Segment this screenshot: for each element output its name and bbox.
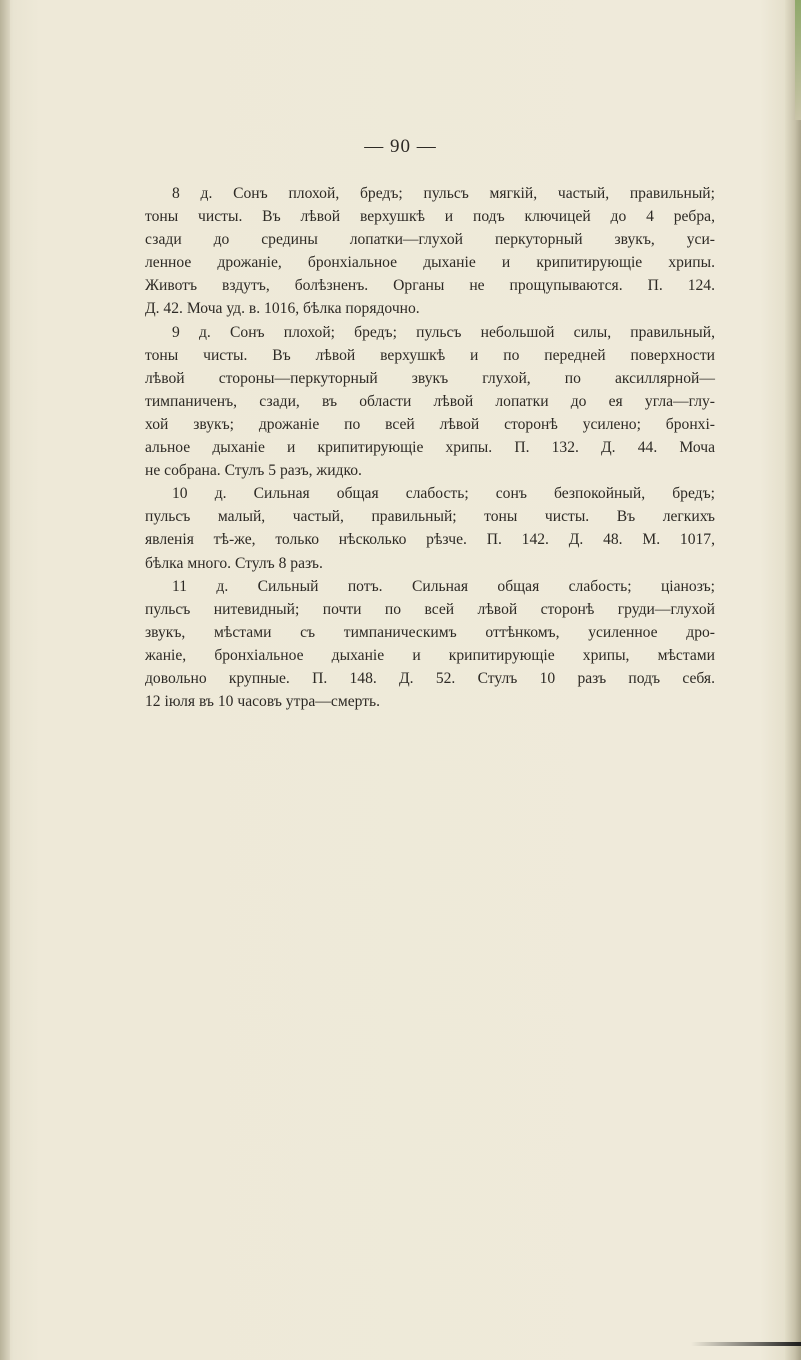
text-line: тимпаниченъ, сзади, въ области лѣвой лопатки до ея угла—глу- [145,392,715,410]
text-line: сзади до средины лопатки—глухой перкуторный звукъ, уси- [145,231,715,249]
page-edge-discoloration [795,0,801,120]
text-line: звукъ, мѣстами съ тимпаническимъ оттѣнкомъ, усиленное дро- [145,623,715,641]
text-line: бѣлка много. Стулъ 8 разъ. [145,554,323,572]
text-line: довольно крупные. П. 148. Д. 52. Стулъ 10 разъ подъ себя. [145,669,715,687]
text-line: ленное дрожаніе, бронхіальное дыханіе и крипитирующіе хрипы. [145,254,715,272]
page-right-edge [785,0,801,1360]
page-left-edge [0,0,10,1360]
text-line: альное дыханіе и крипитирующіе хрипы. П. 132. Д. 44. Моча [145,439,715,457]
text-line: 11 д. Сильный потъ. Сильная общая слабость; ціанозъ; [172,577,715,595]
case-notes-text [145,182,715,713]
text-line: 10 д. Сильная общая слабость; сонъ безпокойный, бредъ; [172,485,715,503]
text-line: жаніе, бронхіальное дыханіе и крипитирующіе хрипы, мѣстами [145,646,715,664]
page-number: — 90 — [364,136,437,157]
text-line: 8 д. Сонъ плохой, бредъ; пульсъ мягкій, частый, правильный; [172,185,715,202]
text-line: лѣвой стороны—перкуторный звукъ глухой, по аксиллярной— [145,369,715,387]
text-line: 12 іюля въ 10 часовъ утра—смерть. [145,693,381,711]
text-line: Д. 42. Моча уд. в. 1016, бѣлка порядочно. [145,300,420,318]
text-line: явленія тѣ-же, только нѣсколько рѣзче. П. 142. Д. 48. М. 1017, [145,531,715,549]
text-line: пульсъ нитевидный; почти по всей лѣвой сторонѣ груди—глухой [145,600,715,618]
text-line: Животъ вздутъ, болѣзненъ. Органы не прощупываются. П. 124. [145,277,715,295]
text-line: пульсъ малый, частый, правильный; тоны чисты. Въ легкихъ [145,508,715,526]
text-line: тоны чисты. Въ лѣвой верхушкѣ и подъ ключицей до 4 ребра, [145,208,715,226]
text-line: 9 д. Сонъ плохой; бредъ; пульсъ небольшой силы, правильный, [172,323,715,341]
text-line: хой звукъ; дрожаніе по всей лѣвой сторонѣ усилено; бронхі- [145,415,715,433]
text-line: не собрана. Стулъ 5 разъ, жидко. [145,462,362,480]
page-bottom-mark [691,1342,801,1346]
text-line: тоны чисты. Въ лѣвой верхушкѣ и по передней поверхности [145,346,715,364]
